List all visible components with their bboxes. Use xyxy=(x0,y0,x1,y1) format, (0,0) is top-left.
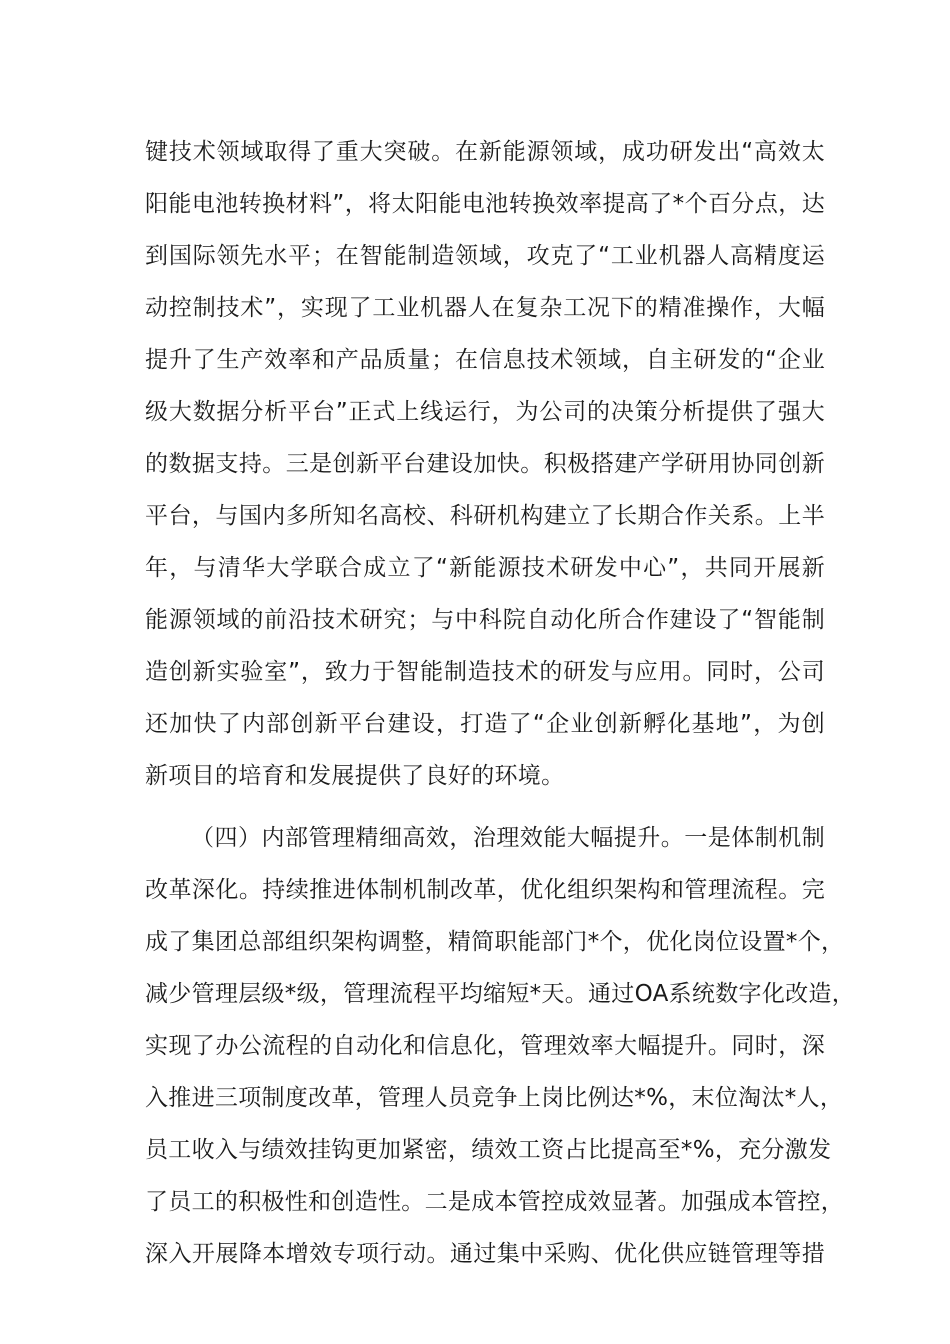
text-line: 新项目的培育和发展提供了良好的环境。 xyxy=(145,763,565,789)
text-line: 成了集团总部组织架构调整，精简职能部门*个，优化岗位设置*个， xyxy=(145,929,845,955)
text-line: 改革深化。持续推进体制机制改革，优化组织架构和管理流程。完 xyxy=(145,877,825,903)
text-line: 的数据支持。三是创新平台建设加快。积极搭建产学研用协同创新 xyxy=(145,451,825,477)
text-line: 级大数据分析平台”正式上线运行，为公司的决策分析提供了强大 xyxy=(145,399,825,425)
text-line: 了员工的积极性和创造性。二是成本管控成效显著。加强成本管控， xyxy=(145,1189,844,1215)
text-line: 造创新实验室”，致力于智能制造技术的研发与应用。同时，公司 xyxy=(145,659,825,685)
paragraph-internal-management xyxy=(145,812,856,1280)
text-line: 深入开展降本增效专项行动。通过集中采购、优化供应链管理等措 xyxy=(145,1241,825,1267)
text-line: 入推进三项制度改革，管理人员竞争上岗比例达*%，末位淘汰*人， xyxy=(145,1085,844,1111)
text-line: 动控制技术”，实现了工业机器人在复杂工况下的精准操作，大幅 xyxy=(145,295,825,321)
text-line: 键技术领域取得了重大突破。在新能源领域，成功研发出“高效太 xyxy=(145,139,825,165)
text-line: 能源领域的前沿技术研究；与中科院自动化所合作建设了“智能制 xyxy=(145,607,825,633)
text-line: 提升了生产效率和产品质量；在信息技术领域，自主研发的“企业 xyxy=(145,347,825,373)
text-line: 实现了办公流程的自动化和信息化，管理效率大幅提升。同时，深 xyxy=(145,1033,825,1059)
text-line: 年，与清华大学联合成立了“新能源技术研发中心”，共同开展新 xyxy=(145,555,825,581)
text-line: 员工收入与绩效挂钩更加紧密，绩效工资占比提高至*%，充分激发 xyxy=(145,1137,832,1163)
text-line: 减少管理层级*级，管理流程平均缩短*天。通过OA系统数字化改造， xyxy=(145,981,856,1007)
body-text xyxy=(145,126,856,1280)
text-line-indented: （四）内部管理精细高效，治理效能大幅提升。一是体制机制 xyxy=(191,825,825,851)
text-line: 阳能电池转换材料”，将太阳能电池转换效率提高了*个百分点，达 xyxy=(145,191,825,217)
text-line: 平台，与国内多所知名高校、科研机构建立了长期合作关系。上半 xyxy=(145,503,825,529)
paragraph-innovation-achievements xyxy=(145,126,825,802)
text-line: 到国际领先水平；在智能制造领域，攻克了“工业机器人高精度运 xyxy=(145,243,825,269)
paragraph-spacer xyxy=(145,802,825,812)
text-line: 还加快了内部创新平台建设，打造了“企业创新孵化基地”，为创 xyxy=(145,711,825,737)
